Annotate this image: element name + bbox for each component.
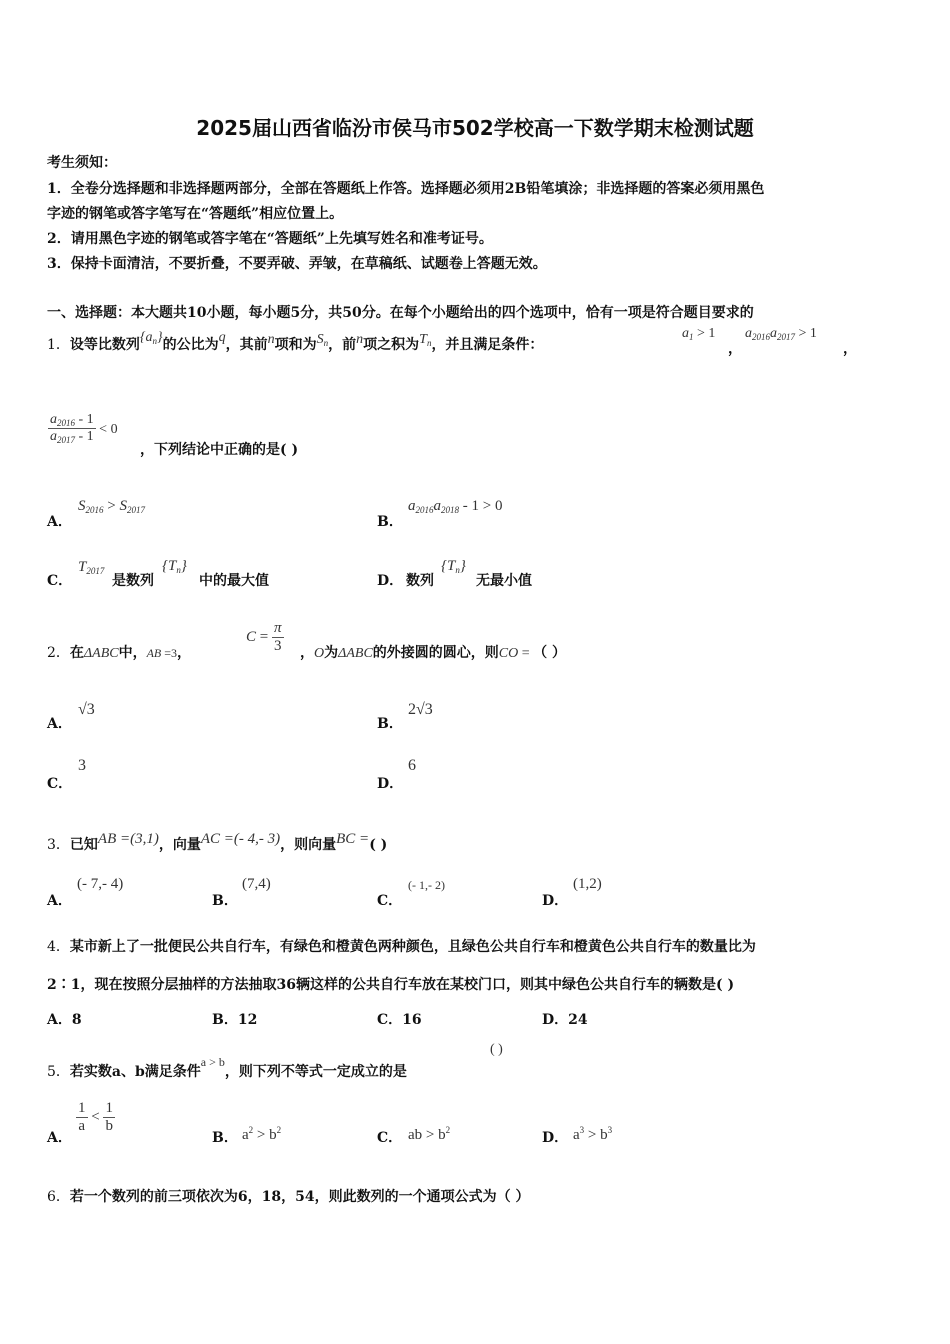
math-n: n xyxy=(267,332,275,347)
answer-blank: ( ) xyxy=(490,1042,503,1057)
option-B[interactable]: B．12 xyxy=(212,1012,258,1028)
q1-comma: ， xyxy=(728,341,742,357)
math-condition-2: $a_{2016}a_{2017} > 1$ xyxy=(745,326,817,342)
math-seq-an: $\{a_n\}$ xyxy=(139,330,163,346)
option-A[interactable]: A．8 xyxy=(47,1012,82,1028)
math-Tn: $T_n$ xyxy=(419,332,432,348)
option-C[interactable]: C．16 xyxy=(377,1012,422,1028)
option-A-math: $S_{2016} > S_{2017}$ xyxy=(78,498,145,515)
q1-question: ，下列结论中正确的是( ) xyxy=(140,442,299,458)
question-4-stem-line2: 2∶1，现在按照分层抽样的方法抽取36辆这样的公共自行车放在某校门口，则其中绿色公共自行车的辆数是( ) xyxy=(47,977,735,993)
math-angle-c: C = $\frac{\pi}{3}$ xyxy=(246,620,282,654)
option-B-math: 2√3 xyxy=(408,701,433,718)
option-D-math: 6 xyxy=(408,757,416,774)
option-D-math: (1,2) xyxy=(573,876,602,892)
option-D[interactable]: D．24 xyxy=(542,1012,588,1028)
option-D-label[interactable]: D． xyxy=(542,893,569,909)
question-number: 2． xyxy=(47,645,70,661)
math-triangle: ΔABC xyxy=(338,646,373,661)
q1-text: ，并且满足条件： xyxy=(431,337,544,353)
option-B-math: $a^2 > b^2$ xyxy=(242,1125,282,1143)
q5-text: 若实数a、b满足条件 xyxy=(69,1064,201,1080)
math-Sn: $S_n$ xyxy=(316,332,329,348)
option-C-math: $T_{2017}$ xyxy=(78,559,105,576)
math-condition: a > b xyxy=(200,1055,225,1069)
option-C-math: 3 xyxy=(78,757,86,774)
q3-text: ( ) xyxy=(369,837,388,853)
notice-item: 1．全卷分选择题和非选择题两部分，全部在答题纸上作答。选择题必须用2B铅笔填涂；非选择题的答案必须用黑色 xyxy=(47,181,765,197)
option-C-label[interactable]: C． xyxy=(47,573,73,589)
notice-item: 字迹的钢笔或答字笔写在“答题纸”相应位置上。 xyxy=(47,206,344,222)
math-co: CO xyxy=(498,646,519,661)
question-number: 1． xyxy=(47,337,70,353)
option-D-text: 无最小值 xyxy=(476,573,532,589)
option-C-math: $\{T_n\}$ xyxy=(162,558,187,575)
math-q: q xyxy=(218,330,226,345)
notice-heading: 考生须知： xyxy=(47,155,117,171)
option-B-math: $a_{2016}a_{2018} - 1 > 0$ xyxy=(408,498,503,515)
question-number: 5． xyxy=(47,1064,70,1080)
q2-text: （ ） xyxy=(533,645,567,661)
q2-text: 中， xyxy=(118,645,147,661)
question-1-stem xyxy=(47,330,543,370)
option-D-label[interactable]: D． xyxy=(377,776,404,792)
option-B-label[interactable]: B． xyxy=(212,893,238,909)
option-B-label[interactable]: B． xyxy=(212,1130,238,1146)
option-B-math: (7,4) xyxy=(242,876,271,892)
option-B-label[interactable]: B． xyxy=(377,514,403,530)
option-D-label[interactable]: D． xyxy=(377,573,404,589)
q3-text: ，则向量 xyxy=(280,837,337,853)
q3-text: ，向量 xyxy=(158,837,201,853)
q2-text: 的外接圆的圆心，则 xyxy=(372,645,499,661)
option-C-text: 中的最大值 xyxy=(199,573,269,589)
question-5-stem xyxy=(47,1055,407,1081)
math-n: n xyxy=(356,332,364,347)
math-vector-bc: BC = xyxy=(336,831,370,847)
q1-text: ，其前 xyxy=(225,337,268,353)
option-C-label[interactable]: C． xyxy=(47,776,73,792)
option-A-label[interactable]: A． xyxy=(47,716,72,732)
option-A-label[interactable]: A． xyxy=(47,893,72,909)
q2-text: 为 xyxy=(324,645,339,661)
q1-comma: ， xyxy=(843,341,857,357)
q2-text: ， xyxy=(300,645,314,661)
question-number: 3． xyxy=(47,837,70,853)
option-A-label[interactable]: A． xyxy=(47,514,72,530)
section-heading: 一、选择题：本大题共10小题，每小题5分，共50分。在每个小题给出的四个选项中，恰有一项是符合题目要求的 xyxy=(47,305,754,321)
math-condition-1: $a_1 > 1$ xyxy=(682,326,716,342)
q2-text: 在 xyxy=(69,645,84,661)
option-D-math: $a^3 > b^3$ xyxy=(573,1125,613,1143)
question-number: 4． xyxy=(47,939,70,955)
question-6-stem xyxy=(47,1186,530,1206)
option-C-label[interactable]: C． xyxy=(377,893,403,909)
option-D-text: 数列 xyxy=(406,573,434,589)
option-C-math: ab > $b^2$ xyxy=(408,1125,451,1143)
q1-text: 设等比数列 xyxy=(69,337,140,353)
option-A-math: (- 7,- 4) xyxy=(77,876,124,892)
option-A-label[interactable]: A． xyxy=(47,1130,72,1146)
question-3-stem xyxy=(47,831,387,854)
q5-text: ，则下列不等式一定成立的是 xyxy=(224,1064,407,1080)
question-4-stem xyxy=(47,936,756,956)
page-title: 2025届山西省临汾市侯马市502学校高一下数学期末检测试题 xyxy=(196,116,754,140)
math-vector-ab: AB =(3,1) xyxy=(97,831,159,847)
math-O: O xyxy=(314,646,325,661)
q6-text: 若一个数列的前三项依次为6，18，54，则此数列的一个通项公式为（ ） xyxy=(69,1189,530,1205)
option-C-text: 是数列 xyxy=(112,573,154,589)
option-D-label[interactable]: D． xyxy=(542,1130,569,1146)
math-condition-3: $\frac{a_{2016} - 1}{a_{2017} - 1}$ < 0 xyxy=(50,412,118,445)
q1-text: ，前 xyxy=(328,337,357,353)
notice-item: 2．请用黑色字迹的钢笔或答字笔在“答题纸”上先填写姓名和准考证号。 xyxy=(47,231,493,247)
notice-item: 3．保持卡面清洁，不要折叠，不要弄破、弄皱，在草稿纸、试题卷上答题无效。 xyxy=(47,256,547,272)
question-2-stem xyxy=(47,642,191,662)
q1-text: 项之积为 xyxy=(363,337,420,353)
q1-text: 项和为 xyxy=(274,337,317,353)
option-C-label[interactable]: C． xyxy=(377,1130,403,1146)
option-B-label[interactable]: B． xyxy=(377,716,403,732)
q3-text: 已知 xyxy=(69,837,98,853)
math-ab: AB =3 xyxy=(146,646,178,660)
question-2-stem-cont: ，O为ΔABC的外接圆的圆心，则CO = （ ） xyxy=(300,645,567,661)
option-A-math: √3 xyxy=(78,701,95,718)
option-D-math: $\{T_n\}$ xyxy=(441,558,466,575)
q4-text: 某市新上了一批便民公共自行车，有绿色和橙黄色两种颜色，且绿色公共自行车和橙黄色公共自行车的数量比为 xyxy=(69,939,756,955)
q1-text: 的公比为 xyxy=(162,337,219,353)
option-C-math: (- 1,- 2) xyxy=(408,878,445,892)
math-triangle: ΔABC xyxy=(83,646,119,661)
math-vector-ac: AC =(- 4,- 3) xyxy=(200,831,281,847)
question-number: 6． xyxy=(47,1189,70,1205)
q2-text: ， xyxy=(177,645,192,661)
option-A-math: $\frac{1}{a}$ < $\frac{1}{b}$ xyxy=(78,1100,113,1134)
